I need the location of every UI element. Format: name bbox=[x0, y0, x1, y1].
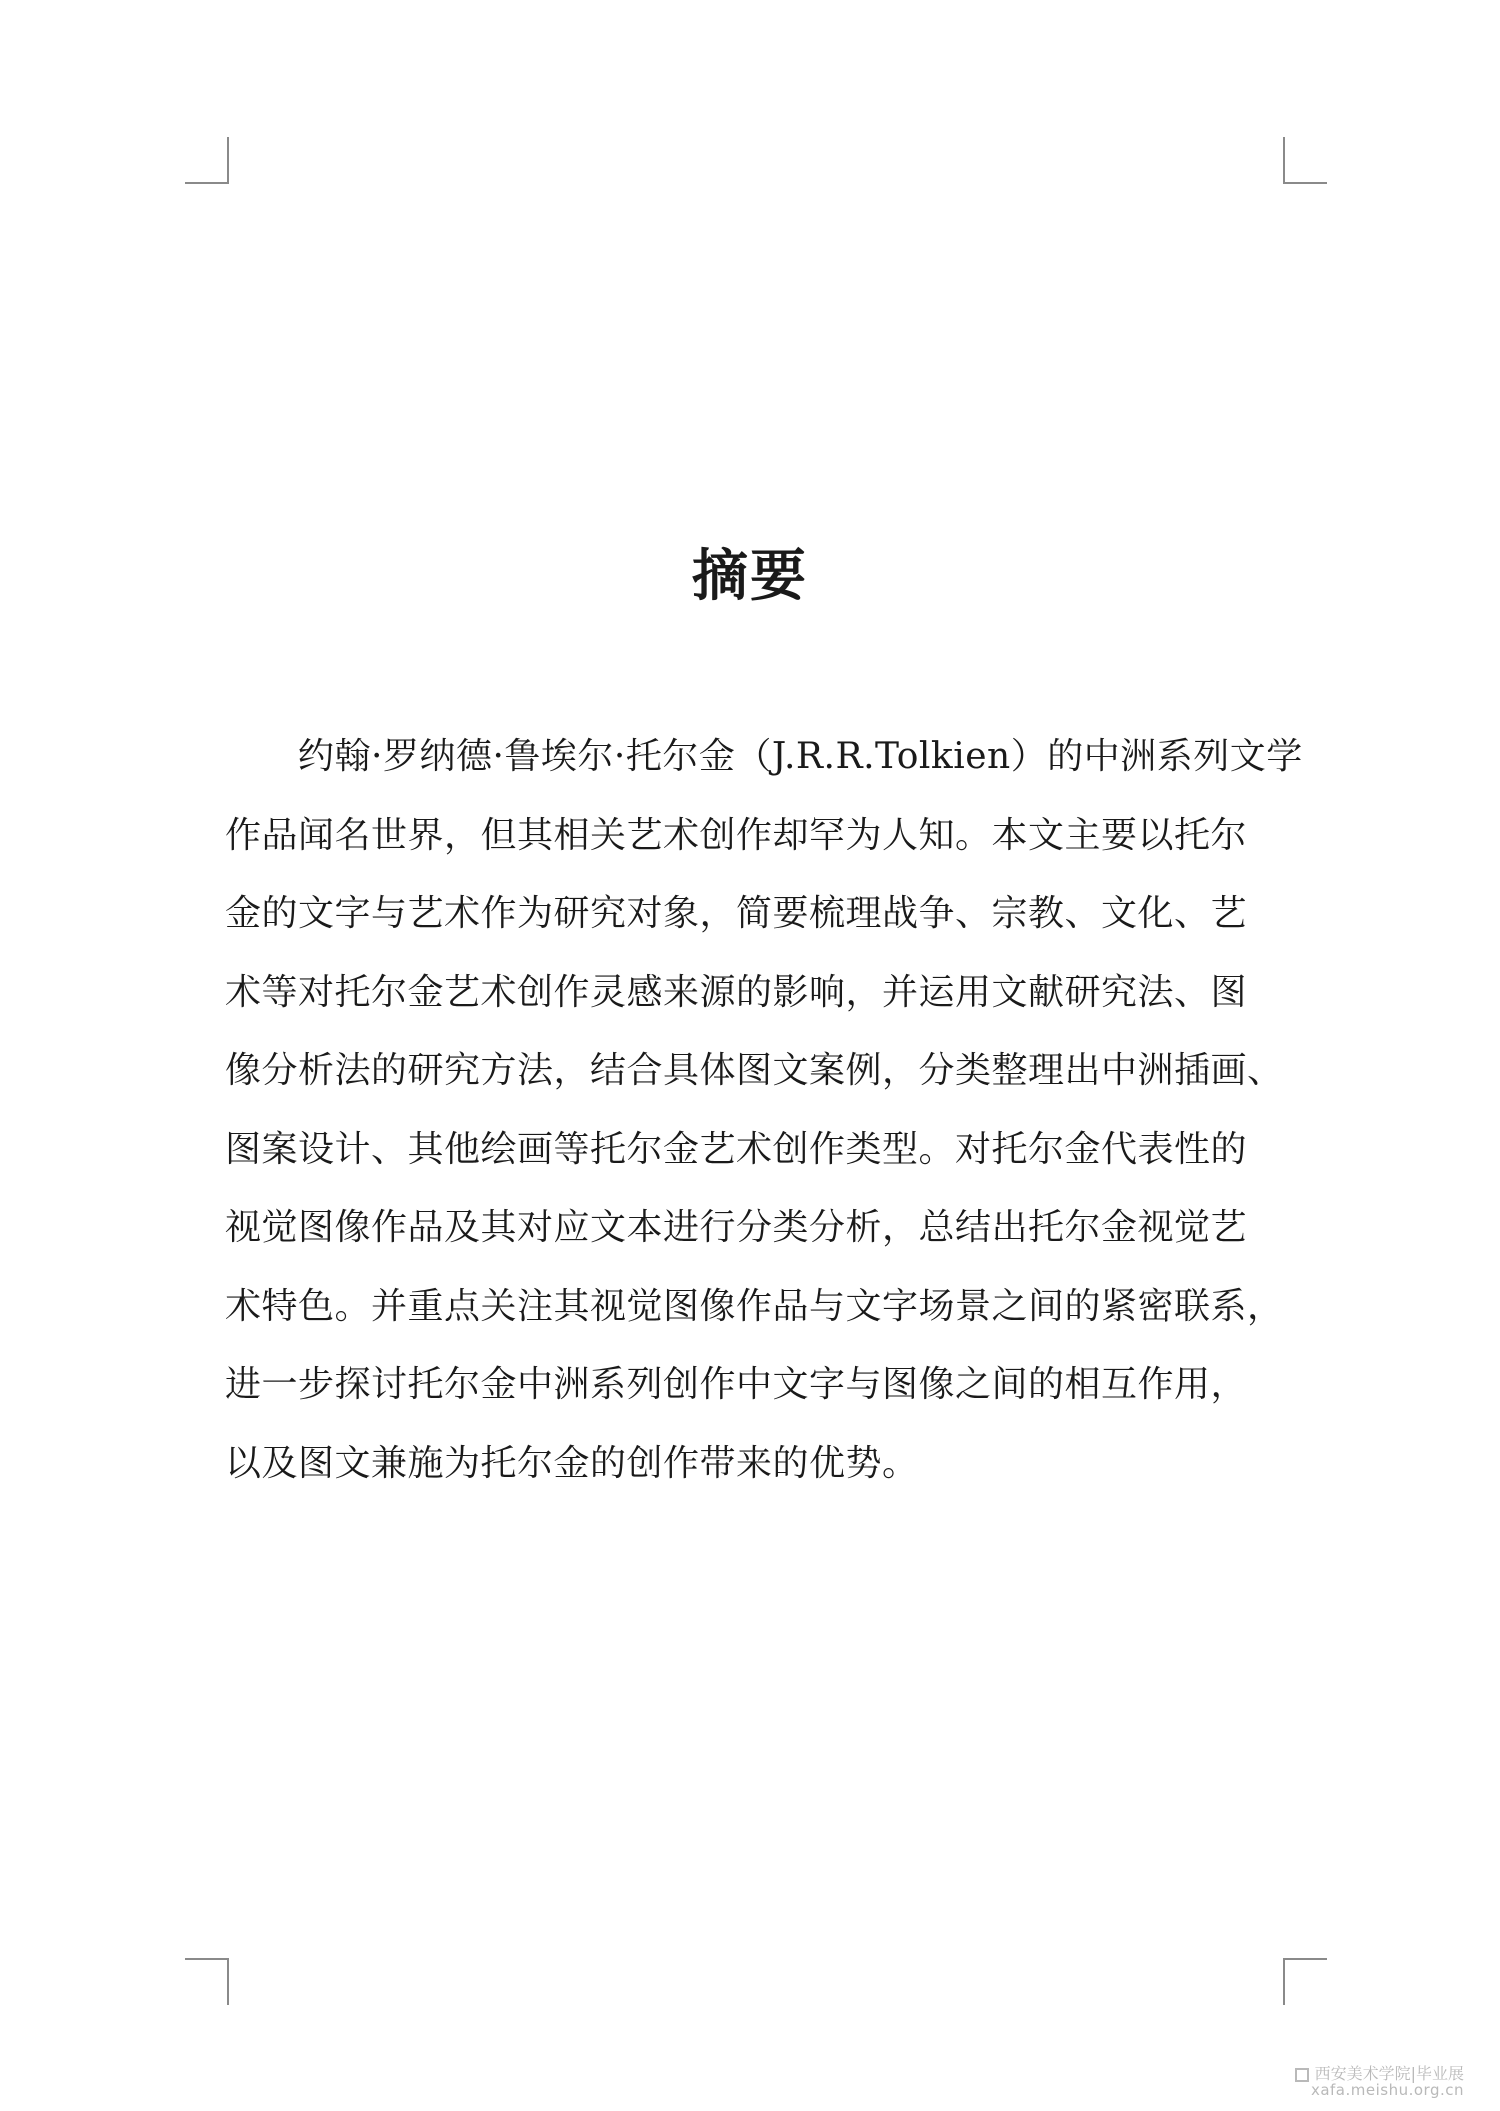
paragraph-line: 作品闻名世界，但其相关艺术创作却罕为人知。本文主要以托尔 bbox=[225, 814, 1248, 856]
paragraph-line: 进一步探讨托尔金中洲系列创作中文字与图像之间的相互作用， bbox=[225, 1364, 1248, 1405]
paragraph-line: 图案设计、其他绘画等托尔金艺术创作类型。对托尔金代表性的 bbox=[225, 1128, 1248, 1170]
abstract-title: 摘要 bbox=[692, 544, 808, 609]
paragraph-line: 以及图文兼施为托尔金的创作带来的优势。 bbox=[225, 1442, 919, 1484]
paragraph-line: 术特色。并重点关注其视觉图像作品与文字场景之间的紧密联系， bbox=[225, 1285, 1284, 1327]
paragraph-line: 金的文字与艺术作为研究对象，简要梳理战争、宗教、文化、艺 bbox=[225, 893, 1248, 934]
paragraph-line: 像分析法的研究方法，结合具体图文案例，分类整理出中洲插画、 bbox=[225, 1050, 1284, 1091]
paragraph-line: 术等对托尔金艺术创作灵感来源的影响，并运用文献研究法、图 bbox=[225, 971, 1248, 1013]
logo-icon bbox=[1295, 2068, 1309, 2082]
crop-mark-top-right bbox=[1283, 137, 1327, 184]
paragraph-line: 视觉图像作品及其对应文本进行分类分析，总结出托尔金视觉艺 bbox=[225, 1207, 1248, 1248]
watermark bbox=[1295, 2066, 1464, 2099]
crop-mark-bottom-left bbox=[185, 1958, 229, 2005]
crop-mark-bottom-right bbox=[1283, 1958, 1327, 2005]
watermark-title: 西安美术学院|毕业展 bbox=[1314, 2064, 1464, 2084]
abstract-paragraph bbox=[225, 718, 1303, 1503]
crop-mark-top-left bbox=[185, 137, 229, 184]
paragraph-line: 约翰·罗纳德·鲁埃尔·托尔金（J.R.R.Tolkien）的中洲系列文学 bbox=[298, 736, 1303, 777]
watermark-url: xafa.meishu.org.cn bbox=[1310, 2081, 1464, 2100]
